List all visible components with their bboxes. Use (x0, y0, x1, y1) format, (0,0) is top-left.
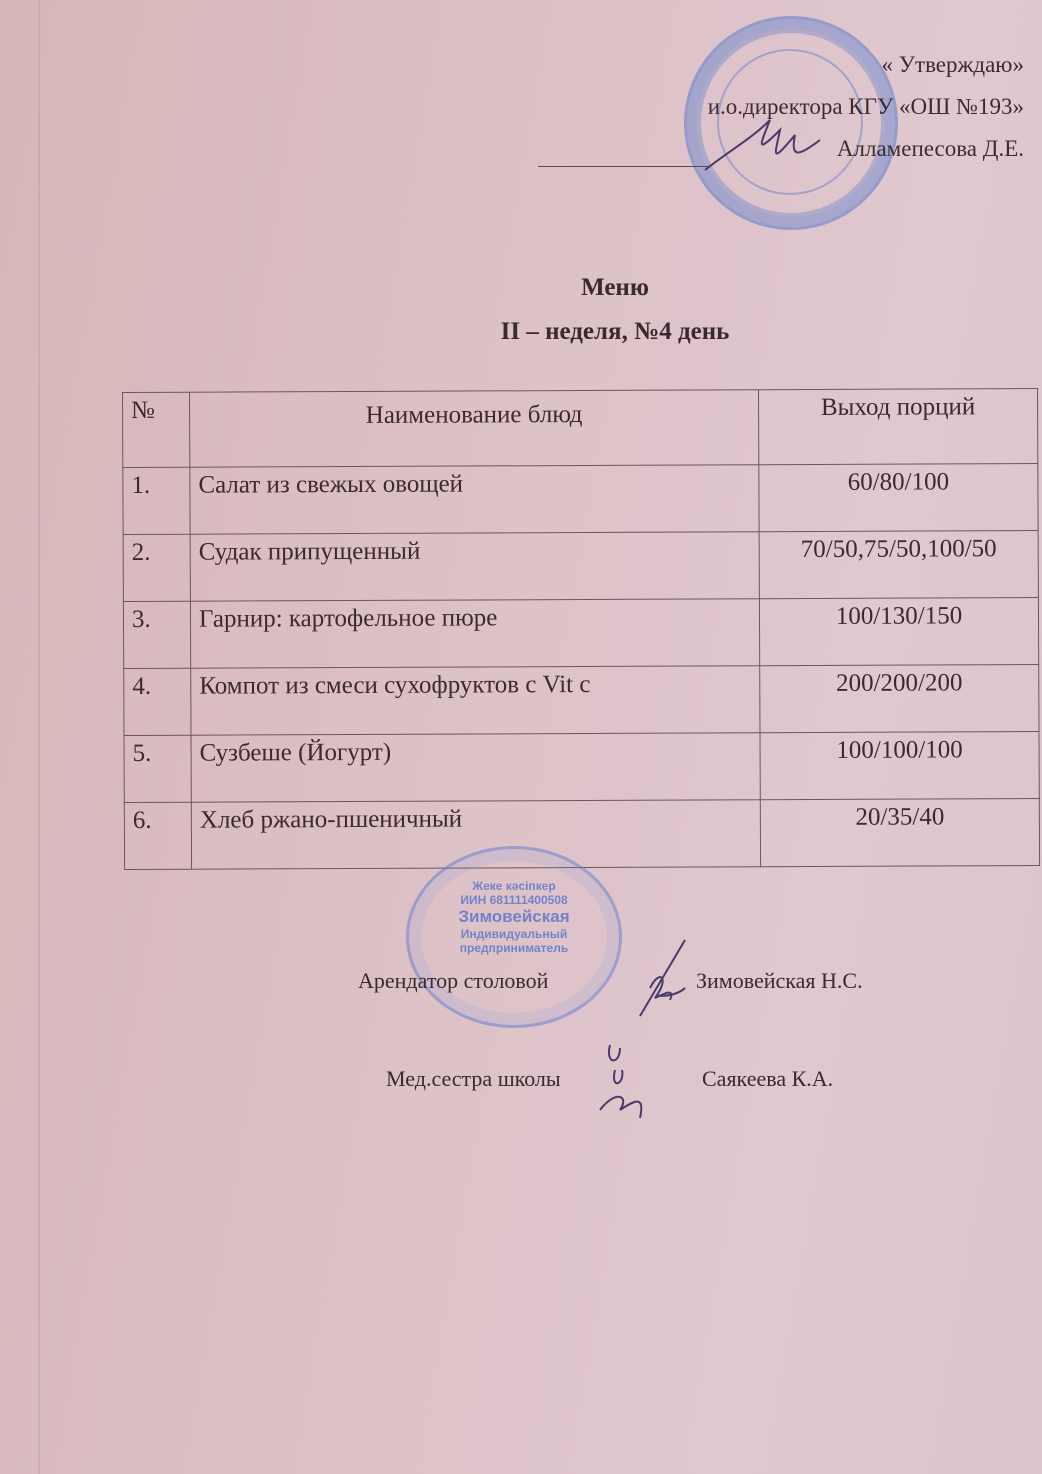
dish-name: Гарнир: картофельное пюре (190, 599, 759, 668)
dish-name: Компот из смеси сухофруктов с Vit с (191, 666, 760, 735)
table-header-row (123, 389, 1038, 468)
tenant-role: Арендатор столовой (358, 968, 549, 993)
portion-output: 200/200/200 (760, 665, 1039, 733)
tenant-signature-icon (630, 938, 700, 1018)
signature-line (538, 166, 708, 167)
nurse-name: Саякеева К.А. (702, 1066, 834, 1091)
dish-name: Сузбеше (Йогурт) (191, 733, 760, 802)
table-row (123, 598, 1038, 669)
page-title: Меню (581, 274, 649, 301)
portion-output: 60/80/100 (759, 464, 1038, 532)
stamp-line: Индивидуальный (460, 927, 568, 941)
nurse-role: Мед.сестра школы (386, 1066, 561, 1091)
header-dish-name: Наименование блюд (190, 390, 759, 467)
page-subtitle: II – неделя, №4 день (500, 318, 730, 345)
dish-name: Салат из свежых овощей (190, 465, 759, 534)
row-number: 1. (123, 467, 190, 534)
table-row (124, 665, 1039, 736)
row-number: 6. (124, 802, 191, 869)
paper-fold (38, 0, 40, 1474)
approval-position: и.о.директора КГУ «ОШ №193» (707, 94, 1024, 119)
portion-output: 20/35/40 (760, 799, 1039, 867)
portion-output: 70/50,75/50,100/50 (759, 531, 1038, 599)
nurse-signature-icon (590, 1040, 670, 1120)
stamp-line: Жеке кәсіпкер (472, 879, 556, 893)
table-row (124, 732, 1039, 803)
header-portion-output: Выход порций (758, 389, 1037, 465)
table-row (123, 464, 1038, 535)
table-row (123, 531, 1038, 602)
dish-name: Хлеб ржано-пшеничный (191, 800, 760, 869)
dish-name: Судак припущенный (190, 532, 759, 601)
stamp-iin: ИИН 681111400508 (460, 893, 568, 907)
stamp-line: предприниматель (459, 941, 569, 955)
row-number: 4. (124, 668, 191, 735)
portion-output: 100/130/150 (759, 598, 1038, 666)
approval-name: Алламепесова Д.Е. (836, 136, 1024, 161)
menu-table (122, 388, 1040, 870)
stamp-name: Зимовейская (458, 907, 570, 926)
row-number: 2. (123, 534, 190, 601)
row-number: 5. (124, 735, 191, 802)
entrepreneur-stamp (406, 846, 622, 1028)
approval-title: « Утверждаю» (881, 52, 1024, 77)
row-number: 3. (123, 601, 190, 668)
header-number: № (123, 392, 190, 467)
portion-output: 100/100/100 (760, 732, 1039, 800)
approval-block (708, 44, 1024, 170)
tenant-name: Зимовейская Н.С. (696, 968, 863, 993)
